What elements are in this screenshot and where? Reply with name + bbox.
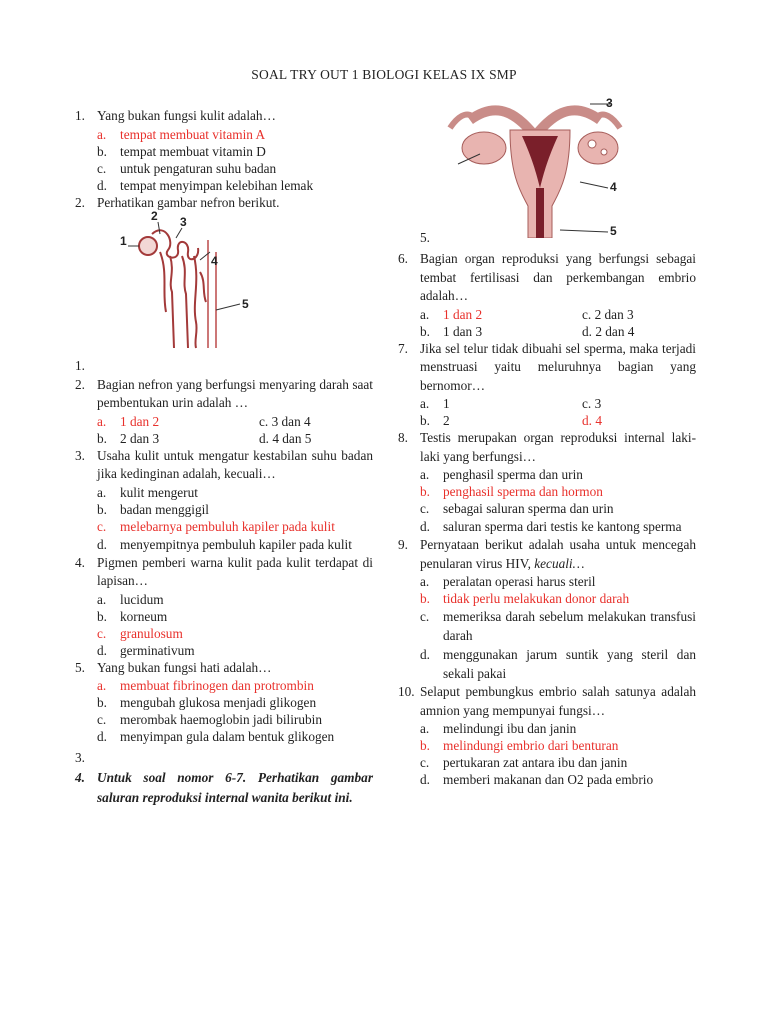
option-letter: c.: [97, 712, 107, 727]
question-text: Yang bukan fungsi kulit adalah…: [97, 108, 276, 123]
option-text: 1 dan 2: [443, 306, 483, 322]
figure-label: 5: [610, 224, 617, 238]
option-a[interactable]: [97, 413, 259, 430]
option-b[interactable]: [420, 483, 696, 500]
question-number: 8.: [398, 430, 408, 445]
instruction-text: [75, 768, 373, 808]
option-letter: c.: [420, 501, 430, 516]
nephron-diagram: [120, 212, 270, 352]
option-letter: b.: [97, 695, 107, 710]
figure-label: 3: [180, 215, 187, 229]
option-text: 1 dan 3: [443, 323, 483, 339]
option-text: 4: [595, 413, 602, 428]
option-text: penghasil sperma dan urin: [443, 467, 583, 482]
page-title: SOAL TRY OUT 1 BIOLOGI KELAS IX SMP: [251, 67, 517, 82]
option-c[interactable]: [582, 395, 722, 412]
option-text: melindungi ibu dan janin: [443, 721, 577, 736]
option-text: 4 dan 5: [272, 430, 312, 446]
option-text: memberi makanan dan O2 pada embrio: [443, 772, 654, 787]
option-letter: b.: [420, 413, 430, 428]
uterus-figure: [440, 98, 630, 238]
options-2: [75, 413, 373, 447]
option-letter: d.: [97, 729, 107, 744]
figure-label: 5: [242, 297, 249, 311]
option-c[interactable]: [259, 413, 399, 430]
option-text: melindungi embrio dari benturan: [443, 738, 619, 753]
option-text: tempat menyimpan kelebihan lemak: [120, 177, 314, 193]
figure-label: 4: [211, 254, 218, 268]
option-d[interactable]: [582, 323, 722, 340]
option-letter: d.: [259, 430, 269, 446]
option-c[interactable]: [420, 607, 696, 645]
question-number: 3.: [75, 750, 85, 765]
question-text: Bagian organ reproduksi yang berfungsi sebagai tembat fertilisasi dan perkembangan embrio adalah…: [420, 251, 696, 303]
option-letter: a.: [97, 126, 107, 142]
options-4: [75, 591, 373, 659]
option-b[interactable]: [420, 412, 582, 429]
option-b[interactable]: [97, 608, 373, 625]
option-c[interactable]: [420, 754, 696, 771]
question-number: 2.: [75, 194, 85, 210]
question-text-italic: kecuali…: [534, 555, 585, 571]
figure-label: 3: [606, 96, 613, 110]
option-text: korneum: [120, 608, 168, 624]
option-letter: d.: [582, 413, 592, 428]
question-text: Pigmen pemberi warna kulit pada kulit terdapat di lapisan…: [97, 554, 373, 588]
option-letter: b.: [420, 484, 430, 499]
option-letter: d.: [420, 519, 430, 534]
option-text: 3: [594, 396, 602, 411]
question-number: 3.: [75, 447, 85, 463]
option-text: peralatan operasi harus steril: [443, 574, 596, 589]
option-text: germinativum: [120, 642, 195, 658]
question-text: Bagian nefron yang berfungsi menyaring darah saat pembentukan urin adalah …: [97, 376, 373, 410]
option-letter: c.: [582, 396, 592, 411]
question-5: [75, 659, 373, 678]
question-number: 10.: [398, 684, 415, 699]
question-number: 9.: [398, 537, 408, 552]
option-b[interactable]: [97, 694, 373, 711]
option-letter: b.: [97, 430, 107, 446]
option-letter: b.: [420, 323, 430, 339]
option-a[interactable]: [420, 466, 696, 483]
option-text: untuk pengaturan suhu badan: [120, 160, 277, 176]
option-text: tidak perlu melakukan donor darah: [443, 591, 630, 606]
option-text: pertukaran zat antara ibu dan janin: [443, 755, 628, 770]
option-d[interactable]: [420, 517, 696, 536]
option-letter: c.: [97, 518, 107, 534]
option-letter: c.: [97, 625, 107, 641]
question-9: [398, 536, 696, 573]
option-d[interactable]: [420, 771, 696, 788]
option-b[interactable]: [420, 590, 696, 607]
option-letter: c.: [582, 306, 592, 322]
option-a[interactable]: [420, 573, 696, 590]
option-letter: d.: [420, 772, 430, 787]
question-3: [75, 447, 373, 484]
option-letter: a.: [420, 306, 430, 322]
option-letter: d.: [97, 177, 107, 193]
option-a[interactable]: [420, 720, 696, 737]
question-number: 7.: [398, 340, 408, 356]
options-6: [398, 306, 696, 340]
option-d[interactable]: [97, 728, 373, 745]
question-text: Selaput pembungkus embrio salah satunya adalah amnion yang mempunyai fungsi…: [420, 684, 696, 718]
option-c[interactable]: [97, 711, 373, 728]
option-text: memeriksa darah sebelum melakukan transfusi darah: [443, 609, 696, 643]
option-letter: b.: [420, 738, 430, 753]
question-1: [75, 107, 373, 126]
question-text: Perhatikan gambar nefron berikut.: [97, 194, 280, 210]
option-b[interactable]: [97, 430, 259, 447]
question-2-text: [75, 376, 373, 413]
option-letter: a.: [420, 721, 430, 736]
uterus-diagram: [440, 98, 630, 238]
stray-number: [75, 749, 373, 768]
option-letter: a.: [97, 591, 107, 607]
options-8: [398, 466, 696, 536]
option-letter: d.: [97, 536, 107, 552]
option-b[interactable]: [97, 501, 373, 518]
stray-number: 5.: [420, 230, 430, 245]
options-9: [398, 573, 696, 683]
right-column: [398, 250, 696, 788]
option-letter: d.: [97, 642, 107, 658]
question-text: Pernyataan berikut adalah usaha untuk mencegah penularan virus HIV,: [420, 537, 696, 571]
nephron-figure: [75, 209, 373, 352]
question-number: 5.: [75, 659, 85, 675]
option-a[interactable]: [97, 126, 373, 143]
option-d[interactable]: [97, 535, 373, 554]
option-letter: b.: [97, 501, 107, 517]
option-text: menyimpan gula dalam bentuk glikogen: [120, 729, 335, 744]
option-text: lucidum: [120, 591, 164, 607]
option-letter: c.: [420, 609, 430, 624]
left-column: [75, 107, 373, 808]
option-text: menyempitnya pembuluh kapiler pada kulit: [120, 536, 352, 552]
option-a[interactable]: [97, 484, 373, 501]
question-number: 4.: [75, 554, 85, 570]
option-text: saluran sperma dari testis ke kantong sperma: [443, 519, 682, 534]
option-c[interactable]: [97, 625, 373, 642]
option-letter: a.: [420, 574, 430, 589]
question-text: Testis merupakan organ reproduksi internal laki-laki yang berfungsi…: [420, 430, 696, 464]
question-text: Yang bukan fungsi hati adalah…: [97, 659, 272, 675]
option-text: merombak haemoglobin jadi bilirubin: [120, 712, 322, 727]
stray-number: [75, 357, 373, 376]
question-10: [398, 683, 696, 720]
option-letter: b.: [97, 143, 107, 159]
option-a[interactable]: [420, 395, 582, 412]
option-text: 2 dan 3: [120, 430, 160, 446]
option-a[interactable]: [420, 306, 582, 323]
option-c[interactable]: [97, 518, 373, 535]
option-text: kulit mengerut: [120, 484, 198, 500]
option-d[interactable]: [259, 430, 399, 447]
option-b[interactable]: [420, 737, 696, 754]
option-d[interactable]: [582, 412, 722, 429]
option-b[interactable]: [420, 323, 582, 340]
question-text: Jika sel telur tidak dibuahi sel sperma, maka terjadi menstruasi yaitu meluruhnya bagian yang bernomor…: [420, 340, 696, 393]
question-text: Usaha kulit untuk mengatur kestabilan suhu badan jika kedinginan adalah, kecuali…: [97, 447, 373, 481]
question-number: 1.: [75, 358, 85, 373]
figure-label: 2: [151, 209, 158, 223]
option-a[interactable]: [97, 677, 373, 694]
figure-label: 4: [610, 180, 617, 194]
option-letter: a.: [97, 413, 107, 429]
option-letter: a.: [420, 396, 430, 411]
option-letter: d.: [582, 323, 592, 339]
option-letter: a.: [97, 678, 107, 693]
option-text: melebarnya pembuluh kapiler pada kulit: [120, 518, 335, 534]
option-text: 2: [443, 413, 450, 428]
question-6: [398, 250, 696, 306]
option-d[interactable]: [420, 645, 696, 683]
options-7: [398, 395, 696, 429]
question-2: [75, 194, 373, 213]
option-c[interactable]: [582, 306, 722, 323]
instruction-body: Untuk soal nomor 6-7. Perhatikan gambar saluran reproduksi internal wanita berikut ini.: [97, 769, 373, 805]
option-text: 1 dan 2: [120, 413, 160, 429]
option-letter: a.: [420, 467, 430, 482]
question-number: 4.: [75, 769, 85, 785]
options-3: [75, 484, 373, 554]
option-a[interactable]: [97, 591, 373, 608]
option-letter: c.: [97, 160, 107, 176]
option-letter: a.: [97, 484, 107, 500]
question-number: 2.: [75, 376, 85, 392]
option-d[interactable]: [97, 642, 373, 659]
question-4: [75, 554, 373, 591]
option-text: sebagai saluran sperma dan urin: [443, 501, 614, 516]
options-1: [75, 126, 373, 194]
option-b[interactable]: [97, 143, 373, 160]
option-text: membuat fibrinogen dan protrombin: [120, 678, 314, 693]
option-letter: b.: [97, 608, 107, 624]
option-text: mengubah glukosa menjadi glikogen: [120, 695, 317, 710]
option-text: tempat membuat vitamin A: [120, 126, 266, 142]
option-letter: d.: [420, 647, 430, 662]
option-letter: c.: [420, 755, 430, 770]
option-text: tempat membuat vitamin D: [120, 143, 266, 159]
option-c[interactable]: [97, 160, 373, 177]
question-number: 1.: [75, 108, 85, 123]
figure-label: 1: [120, 234, 127, 248]
question-8: [398, 429, 696, 466]
option-text: 2 dan 4: [595, 323, 635, 339]
option-text: badan menggigil: [120, 501, 209, 517]
options-10: [398, 720, 696, 788]
option-letter: b.: [420, 591, 430, 606]
option-text: 1: [443, 396, 450, 411]
options-5: [75, 677, 373, 745]
option-text: 3 dan 4: [271, 413, 311, 429]
question-number: 6.: [398, 251, 408, 266]
option-text: penghasil sperma dan hormon: [443, 484, 603, 499]
option-letter: c.: [259, 413, 269, 429]
option-c[interactable]: [420, 500, 696, 517]
option-text: menggunakan jarum suntik yang steril dan sekali pakai: [443, 647, 696, 681]
option-d[interactable]: [97, 177, 373, 194]
option-text: granulosum: [120, 625, 183, 641]
option-text: 2 dan 3: [594, 306, 634, 322]
question-7: [398, 340, 696, 396]
